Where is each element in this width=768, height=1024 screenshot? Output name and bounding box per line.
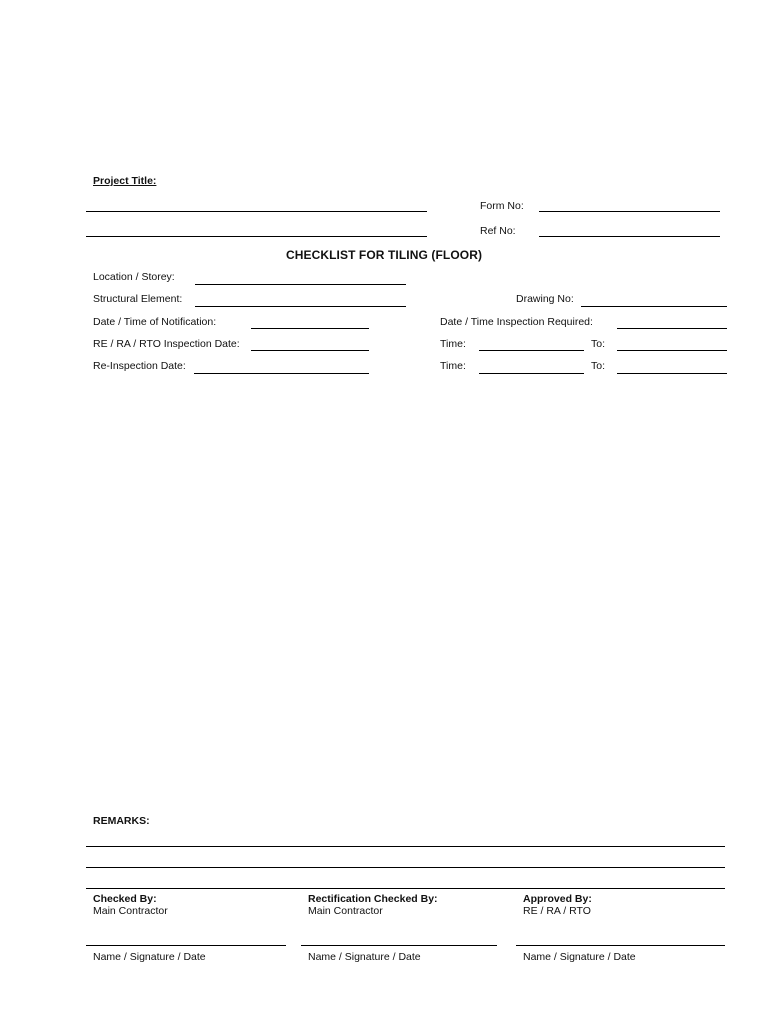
date-time-notification-field[interactable] xyxy=(251,328,369,329)
reinspection-date-field[interactable] xyxy=(194,373,369,374)
checked-by-signature-line[interactable] xyxy=(86,945,286,946)
structural-element-label: Structural Element: xyxy=(93,293,183,305)
reinspection-to-label: To: xyxy=(591,360,606,372)
rectification-signature-line[interactable] xyxy=(301,945,497,946)
remarks-label: REMARKS: xyxy=(93,815,150,827)
page-title: CHECKLIST FOR TILING (FLOOR) xyxy=(285,248,483,262)
date-time-inspection-required-label: Date / Time Inspection Required: xyxy=(440,316,593,328)
reinspection-time-from-field[interactable] xyxy=(479,373,584,374)
remarks-line-1[interactable] xyxy=(86,846,725,847)
rectification-party: Main Contractor xyxy=(308,905,383,917)
form-no-field[interactable] xyxy=(539,211,720,212)
location-storey-label: Location / Storey: xyxy=(93,271,175,283)
drawing-no-label: Drawing No: xyxy=(516,293,574,305)
inspection-time-from-field[interactable] xyxy=(479,350,584,351)
remarks-line-3[interactable] xyxy=(86,888,725,889)
form-no-label: Form No: xyxy=(480,200,524,212)
approved-by-title: Approved By: xyxy=(523,893,592,905)
location-storey-field[interactable] xyxy=(195,284,406,285)
checked-by-signature-label: Name / Signature / Date xyxy=(93,951,206,963)
inspection-date-field[interactable] xyxy=(251,350,369,351)
inspection-to-label: To: xyxy=(591,338,606,350)
structural-element-field[interactable] xyxy=(195,306,406,307)
date-time-notification-label: Date / Time of Notification: xyxy=(93,316,217,328)
rectification-checked-by-title: Rectification Checked By: xyxy=(308,893,438,905)
project-title-label: Project Title: xyxy=(93,175,157,187)
checked-by-title: Checked By: xyxy=(93,893,157,905)
approved-by-signature-line[interactable] xyxy=(516,945,725,946)
date-time-inspection-required-field[interactable] xyxy=(617,328,727,329)
reinspection-time-label: Time: xyxy=(440,360,466,372)
ref-no-label: Ref No: xyxy=(480,225,516,237)
inspection-date-label: RE / RA / RTO Inspection Date: xyxy=(93,338,240,350)
remarks-line-2[interactable] xyxy=(86,867,725,868)
ref-no-field[interactable] xyxy=(539,236,720,237)
inspection-time-label: Time: xyxy=(440,338,466,350)
drawing-no-field[interactable] xyxy=(581,306,727,307)
project-title-field-line-1[interactable] xyxy=(86,211,427,212)
approved-by-signature-label: Name / Signature / Date xyxy=(523,951,636,963)
approved-by-party: RE / RA / RTO xyxy=(523,905,591,917)
project-title-field-line-2[interactable] xyxy=(86,236,427,237)
rectification-signature-label: Name / Signature / Date xyxy=(308,951,421,963)
inspection-time-to-field[interactable] xyxy=(617,350,727,351)
reinspection-time-to-field[interactable] xyxy=(617,373,727,374)
reinspection-date-label: Re-Inspection Date: xyxy=(93,360,186,372)
checked-by-party: Main Contractor xyxy=(93,905,168,917)
